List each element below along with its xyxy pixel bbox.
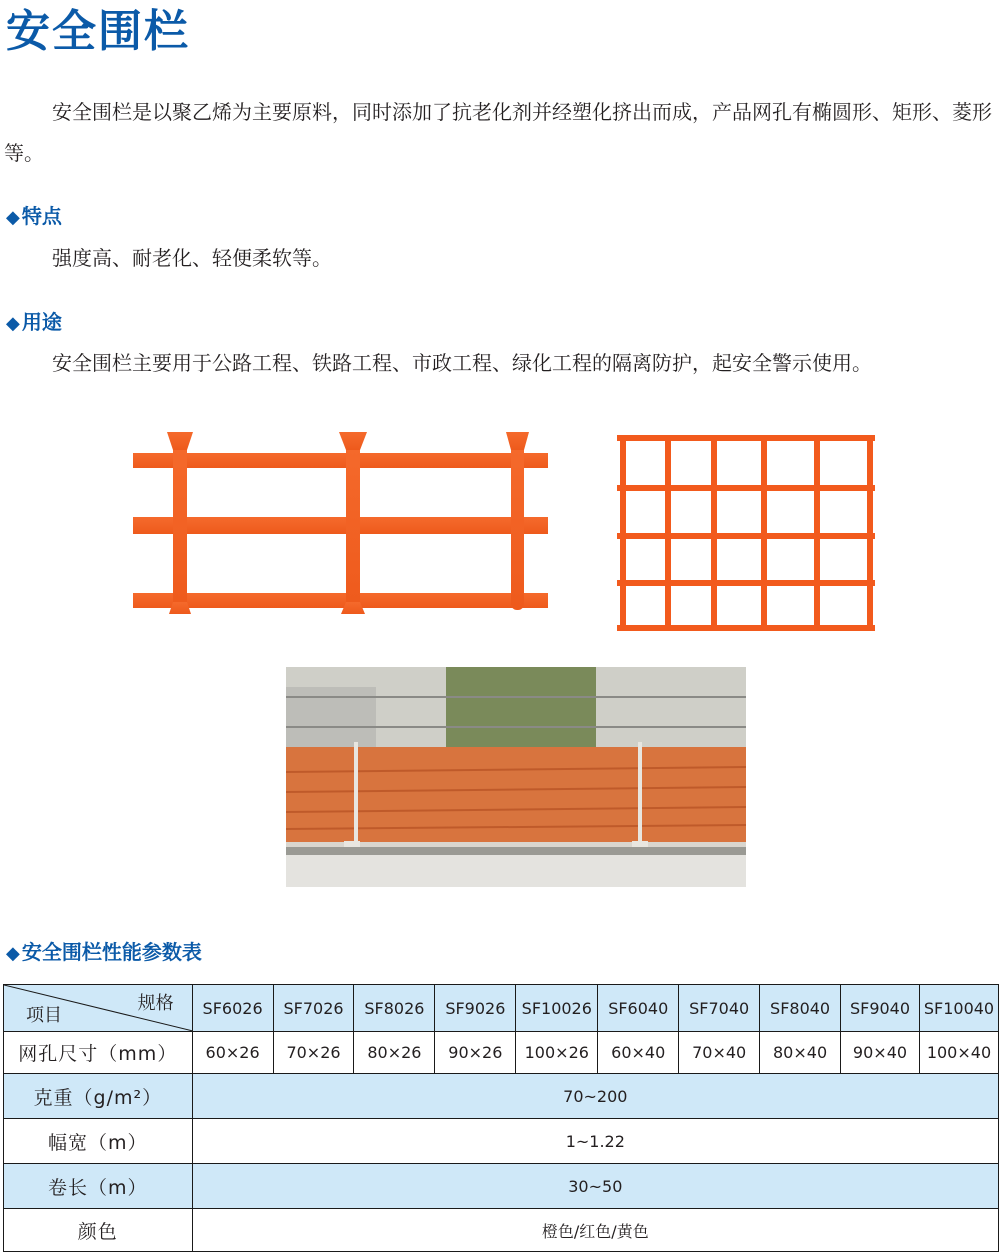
weight-value: 70~200 (192, 1074, 998, 1119)
mesh-size-cell: 90×26 (435, 1032, 516, 1074)
color-value: 橙色/红色/黄色 (192, 1209, 998, 1252)
color-label: 颜色 (4, 1209, 193, 1252)
features-text: 强度高、耐老化、轻便柔软等。 (52, 246, 332, 270)
mesh-size-cell: 80×40 (760, 1032, 841, 1074)
mesh-size-cell: 100×26 (516, 1032, 598, 1074)
model-header: SF10040 (919, 985, 998, 1032)
usage-heading (6, 308, 62, 338)
model-header: SF6026 (192, 985, 273, 1032)
features-heading-label: 特点 (21, 204, 62, 228)
corner-label-item: 项目 (26, 1005, 62, 1026)
diamond-bullet-icon: ◆ (6, 943, 20, 964)
roll-length-value: 30~50 (192, 1164, 998, 1209)
model-header: SF9040 (841, 985, 920, 1032)
square-mesh-image (615, 430, 880, 636)
mesh-size-cell: 80×26 (354, 1032, 435, 1074)
mesh-size-cell: 60×26 (192, 1032, 273, 1074)
color-row (4, 1209, 999, 1252)
weight-label: 克重（g/m²） (4, 1074, 193, 1119)
width-label: 幅宽（m） (4, 1119, 193, 1164)
model-header: SF8040 (760, 985, 841, 1032)
usage-text: 安全围栏主要用于公路工程、铁路工程、市政工程、绿化工程的隔离防护，起安全警示使用。 (52, 351, 872, 375)
fence-photo (286, 667, 746, 891)
mesh-size-cell: 100×40 (919, 1032, 998, 1074)
corner-label-spec: 规格 (137, 993, 174, 1014)
table-heading-label: 安全围栏性能参数表 (21, 940, 202, 964)
mesh-size-row (4, 1032, 999, 1074)
corner-cell (4, 985, 193, 1032)
mesh-size-cell: 70×26 (273, 1032, 354, 1074)
model-header: SF7026 (273, 985, 354, 1032)
spec-table (3, 984, 999, 1252)
table-heading (6, 938, 202, 968)
model-header: SF10026 (516, 985, 598, 1032)
weight-row (4, 1074, 999, 1119)
width-row (4, 1119, 999, 1164)
model-header: SF9026 (435, 985, 516, 1032)
model-header: SF8026 (354, 985, 435, 1032)
intro-paragraph: 安全围栏是以聚乙烯为主要原料，同时添加了抗老化剂并经塑化挤出而成，产品网孔有椭圆形、矩形、菱形等。 (4, 100, 992, 165)
mesh-size-cell: 70×40 (679, 1032, 760, 1074)
table-header-row (4, 985, 999, 1032)
mesh-size-cell: 90×40 (841, 1032, 920, 1074)
model-header: SF7040 (679, 985, 760, 1032)
diamond-bullet-icon: ◆ (6, 313, 20, 334)
oval-mesh-image (133, 430, 548, 620)
model-header: SF6040 (598, 985, 679, 1032)
features-heading (6, 202, 62, 232)
page-title: 安全围栏 (6, 6, 190, 57)
roll-length-row (4, 1164, 999, 1209)
roll-length-label: 卷长（m） (4, 1164, 193, 1209)
width-value: 1~1.22 (192, 1119, 998, 1164)
usage-heading-label: 用途 (21, 310, 62, 334)
diamond-bullet-icon: ◆ (6, 207, 20, 228)
mesh-size-cell: 60×40 (598, 1032, 679, 1074)
mesh-size-label: 网孔尺寸（mm） (4, 1032, 193, 1074)
